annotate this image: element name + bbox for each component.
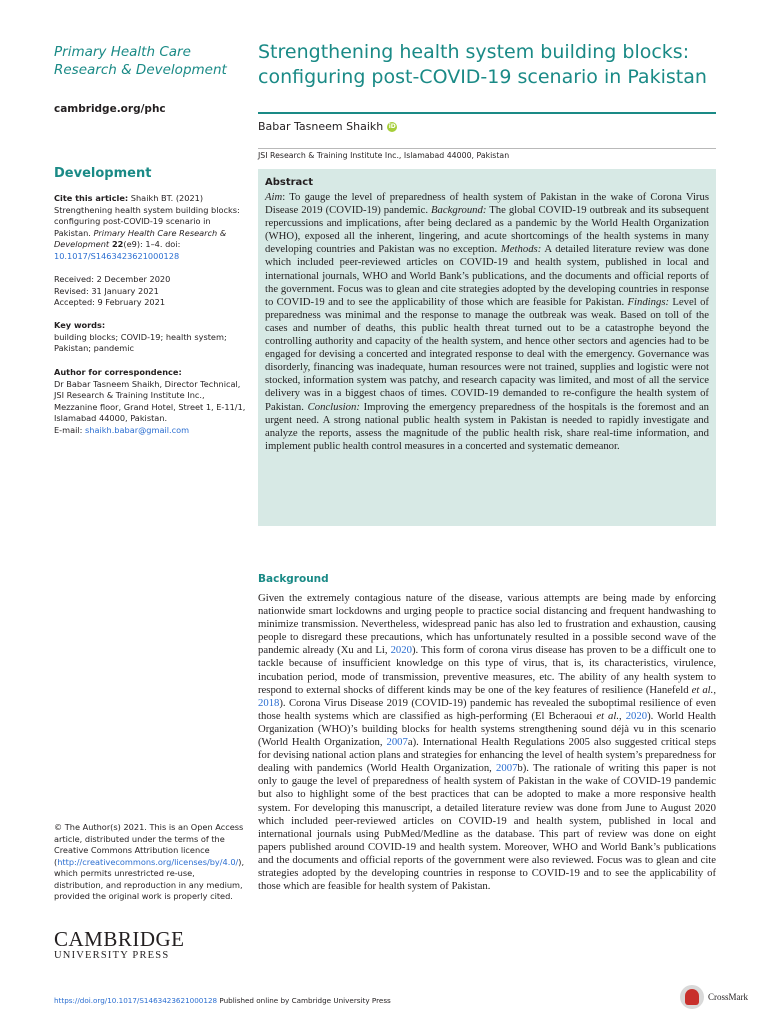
citation-label: Cite this article: (54, 193, 129, 203)
article-title: Strengthening health system building blocks: configuring post-COVID-19 scenario in Pakistan (258, 41, 707, 88)
keywords-block (54, 320, 249, 355)
revised-date: Revised: 31 January 2021 (54, 285, 159, 296)
body-text: Given the extremely contagious nature of the disease, various attempts are being made by enforcing nationwide smart lockdowns and urging people to practice social distancing and frequent handwashing to minimize transmission. Nevertheless, widespread panic has also led to frustration and exhaustion, causing people to disregard these precautions, which has unfortunately resulted in a possible second wave of the pandemic already (Xu and Li, (258, 592, 716, 657)
reference-link[interactable]: 2018 (258, 696, 280, 709)
citation-block (54, 193, 249, 262)
reference-link[interactable]: 2007 (386, 736, 408, 749)
author-line (258, 120, 397, 133)
abstract-findings-label: Findings: (627, 295, 670, 308)
email-label: E-mail: (54, 424, 86, 435)
citation-doi-link[interactable]: 10.1017/S1463423621000128 (54, 250, 180, 261)
body-text: ). Corona Virus Disease 2019 (COVID-19) pandemic has revealed the suboptimal resilience of even those health systems which are classified as high-performing (El Bcheraoui (258, 696, 716, 722)
abstract-background: The global COVID-19 outbreak and its subsequent repercussions and implications, after being declared as a pandemic by the World Health Organization (WHO), exposed all the inherent, lingering, and acute shortcomings of the health systems in many developing countries and Pakistan was no exception. (265, 204, 709, 256)
cambridge-wordmark: CAMBRIDGE (54, 927, 185, 951)
abstract-box (258, 169, 716, 526)
abstract-findings: Level of preparedness was minimal and the response to manage the outbreak was weak. Based on toll of the cases and number of deaths, this public health threat turned out to be a catastrophe beyond the controlling authority and capacity of the health system, and hence other sectors and agencies had to be engaged for devising a concerted and integrated response to deal with the emergency. Governance was disorderly, financing was inadequate, human resources were not trained, supplies and logistic were not stocked, information system was patchy, and research capacity was limited, and most of all the service delivery was in a biggest chaos of times. COVID-19 demanded to re-configure the health system of Pakistan. (265, 295, 709, 413)
abstract-methods: A detailed literature review was done which included peer-reviewed articles on COVID-19 and health system, published in local and international journals, WHO and World Bank’s publications, and the documents and official reports of the government. Focus was to glean and cite strategies adopted by the developing countries in response to COVID-19 and to see the applicability of those which are feasible for Pakistan. (265, 243, 709, 308)
correspondence-block (54, 367, 249, 436)
background-paragraph (258, 592, 716, 893)
citation-volume: 22 (109, 239, 124, 249)
university-press-wordmark: UNIVERSITY PRESS (54, 950, 170, 961)
author-affiliation: JSI Research & Training Institute Inc., Islamabad 44000, Pakistan (258, 148, 716, 160)
received-date: Received: 2 December 2020 (54, 274, 171, 284)
body-text: ). World Health Organization (WHO)’s building blocks for health systems strengthening sound déjà vu in this scenario (World Health Organization, (258, 709, 717, 749)
footer-text: Published online by Cambridge University Press (217, 996, 391, 1005)
body-text: , (713, 683, 716, 696)
license-text-pre: © The Author(s) 2021. This is an Open Access article, distributed under the terms of the Creative Commons Attribution licence ( (54, 822, 244, 867)
abstract-text (265, 191, 709, 453)
title-divider (258, 112, 716, 114)
author-name: Babar Tasneem Shaikh (258, 120, 384, 133)
crossmark-icon[interactable] (680, 985, 704, 1009)
license-block (54, 822, 244, 903)
abstract-conclusion-label: Conclusion: (307, 400, 360, 413)
license-link[interactable]: http://creativecommons.org/licenses/by/4.0/ (57, 856, 239, 867)
body-text: a). International Health Regulations 2005 also suggested critical steps for devising national action plans and strategies for enhancing the level of health system’s preparedness for dealing with pandemics (World Health Organization, (258, 736, 717, 775)
reference-link[interactable]: 2020 (625, 709, 648, 722)
body-text-italic: et al. (596, 709, 620, 722)
abstract-heading: Abstract (265, 177, 314, 188)
correspondence-email-line (54, 425, 249, 437)
abstract-conclusion: Improving the emergency preparedness of the hospitals is the foremost and an urgent need. A strong national public health system in Pakistan is needed to rapidly investigate and analyze the reports, assess the magnitude of the public health risk, share real-time information, and implement public health control measures in a concerted and systematic demeanor. (265, 400, 709, 452)
body-text: , (619, 709, 626, 722)
citation-pages: (e9): 1–4. doi: (123, 239, 181, 249)
body-text: ). This form of corona virus disease has proven to be a difficult one to tackle because of insufficient knowledge on this type of virus, that is, its characteristics, virulence, incubation period, mode of transmission, preventive measures, etc. The ability of any health system to respond to external shocks of different kinds may be one of the key features of resilience (Hanefeld (258, 644, 716, 696)
journal-url[interactable]: cambridge.org/phc (54, 103, 166, 115)
citation-journal: Primary Health Care Research & Development (54, 227, 227, 249)
accepted-date: Accepted: 9 February 2021 (54, 297, 166, 307)
page-footer (54, 996, 391, 1005)
correspondence-label: Author for correspondence: (54, 367, 182, 377)
crossmark-badge[interactable] (680, 985, 748, 1009)
abstract-background-label: Background: (431, 204, 487, 217)
dates-block (54, 274, 249, 309)
journal-name: Primary Health Care Research & Development (54, 44, 227, 78)
crossmark-label: CrossMark (708, 992, 748, 1002)
keywords-label: Key words: (54, 320, 106, 330)
footer-doi-link[interactable]: https://doi.org/10.1017/S1463423621000128 (54, 996, 218, 1005)
body-text-italic: et al. (691, 683, 714, 696)
orcid-icon[interactable]: iD (388, 122, 396, 130)
background-heading: Background (258, 573, 329, 585)
reference-link[interactable]: 2020 (390, 644, 412, 657)
keywords-text: building blocks; COVID-19; health system; Pakistan; pandemic (54, 331, 227, 353)
section-heading: Development (54, 166, 152, 181)
citation-text: Shaikh BT. (2021) Strengthening health system building blocks: configuring post-COVID-19 scenario in Pakistan. (54, 193, 240, 238)
license-text-post: ), which permits unrestricted re-use, distribution, and reproduction in any medium, provided the original work is properly cited. (54, 856, 245, 901)
abstract-methods-label: Methods: (500, 243, 542, 256)
reference-link[interactable]: 2007 (496, 762, 518, 775)
correspondence-text: Dr Babar Tasneem Shaikh, Director Technical, JSI Research & Training Institute Inc., Mezzanine floor, Grand Hotel, Street 1, E-11/1, Islamabad 44000, Pakistan. (54, 378, 246, 423)
body-text: b). The rationale of writing this paper is not only to gauge the level of preparedness of health system of Pakistan in the wake of COVID-19 pandemic but also to highlight some of the best practices that can be adopted to make a more responsive health system. For developing this manuscript, a detailed literature review was done from June to August 2020 which included peer-reviewed articles on COVID-19 and health system, published in local and international journals using PubMed/Medline as the database. This part of review was done on eight papers published around COVID-19 and health system. Moreover, WHO and World Bank’s publications and the documents and official reports of the government were also reviewed. Focus was to glean and cite strategies adopted by the developing countries in response to COVID-19 and to see the applicability of those which are feasible for health system of Pakistan. (258, 762, 716, 893)
email-link[interactable]: shaikh.babar@gmail.com (85, 424, 190, 435)
abstract-aim-label: Aim (265, 191, 283, 203)
abstract-aim: : To gauge the level of preparedness of health system of Pakistan in the wake of Corona Virus Disease 2019 (COVID-19) pandemic. (265, 191, 709, 217)
cambridge-university-press-logo (54, 928, 199, 962)
